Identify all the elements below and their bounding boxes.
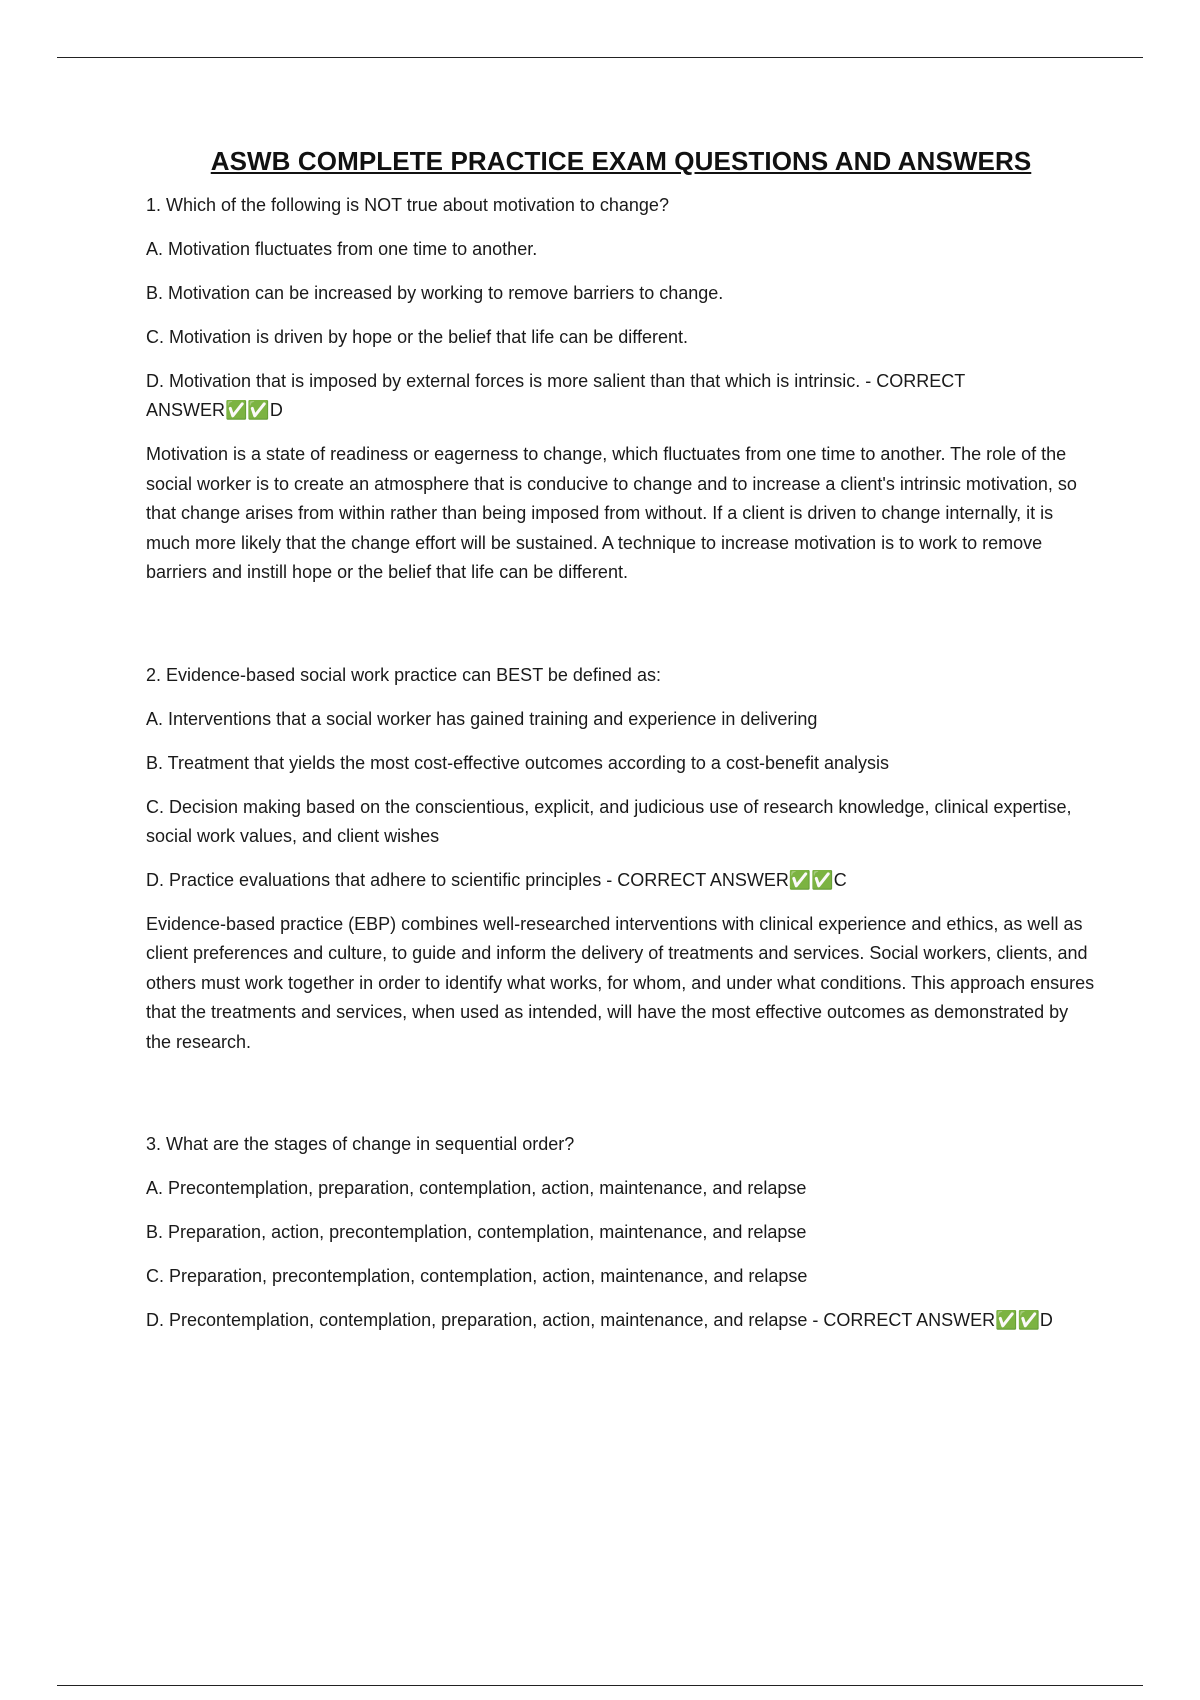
question-spacer xyxy=(146,1057,1096,1130)
answer-explanation: Evidence-based practice (EBP) combines well-researched interventions with clinical experience and ethics, as well as client preferences and culture, to guide and inform the delivery of treatments and services. Social workers, clients, and others must work together in order to identify what works, for whom, and under what conditions. This approach ensures that the treatments and services, when used as intended, will have the most effective outcomes as demonstrated by the research. xyxy=(146,913,1095,1052)
option-b: B. Motivation can be increased by working to remove barriers to change. xyxy=(146,283,724,303)
question-text: 3. What are the stages of change in sequential order? xyxy=(146,1134,575,1154)
document-body xyxy=(146,146,1096,1350)
option-c: C. Preparation, precontemplation, contemplation, action, maintenance, and relapse xyxy=(146,1266,808,1286)
option-a: A. Precontemplation, preparation, contemplation, action, maintenance, and relapse xyxy=(146,1178,807,1198)
option-b: B. Treatment that yields the most cost-effective outcomes according to a cost-benefit analysis xyxy=(146,752,890,773)
option-d-correct: D. Motivation that is imposed by external forces is more salient than that which is intrinsic. - CORRECT ANSWER✅✅D xyxy=(146,371,965,420)
option-d-correct: D. Practice evaluations that adhere to scientific principles - CORRECT ANSWER✅✅C xyxy=(146,869,847,890)
question-block-2 xyxy=(146,661,1096,1058)
question-text: 2. Evidence-based social work practice can BEST be defined as: xyxy=(146,664,661,685)
option-d-correct: D. Precontemplation, contemplation, preparation, action, maintenance, and relapse - CORRECT ANSWER✅✅D xyxy=(146,1310,1053,1330)
question-spacer xyxy=(146,588,1096,661)
option-a: A. Interventions that a social worker has gained training and experience in delivering xyxy=(146,708,818,729)
answer-explanation: Motivation is a state of readiness or eagerness to change, which fluctuates from one time to another. The role of the social worker is to create an atmosphere that is conducive to change and to increase a client's intrinsic motivation, so that change arises from within rather than being imposed from without. If a client is driven to change internally, it is much more likely that the change effort will be sustained. A technique to increase motivation is to work to remove barriers and instill hope or the belief that life can be different. xyxy=(146,444,1077,582)
question-block-1 xyxy=(146,191,1096,588)
question-text: 1. Which of the following is NOT true about motivation to change? xyxy=(146,195,669,215)
header-rule xyxy=(57,57,1143,58)
document-title: ASWB COMPLETE PRACTICE EXAM QUESTIONS AND ANSWERS xyxy=(210,146,1032,176)
option-c: C. Decision making based on the conscientious, explicit, and judicious use of research knowledge, clinical expertise, social work values, and client wishes xyxy=(146,796,1072,846)
footer-rule xyxy=(57,1685,1143,1686)
option-c: C. Motivation is driven by hope or the belief that life can be different. xyxy=(146,327,688,347)
option-a: A. Motivation fluctuates from one time to another. xyxy=(146,239,538,259)
question-block-3 xyxy=(146,1130,1096,1335)
option-b: B. Preparation, action, precontemplation, contemplation, maintenance, and relapse xyxy=(146,1222,807,1242)
